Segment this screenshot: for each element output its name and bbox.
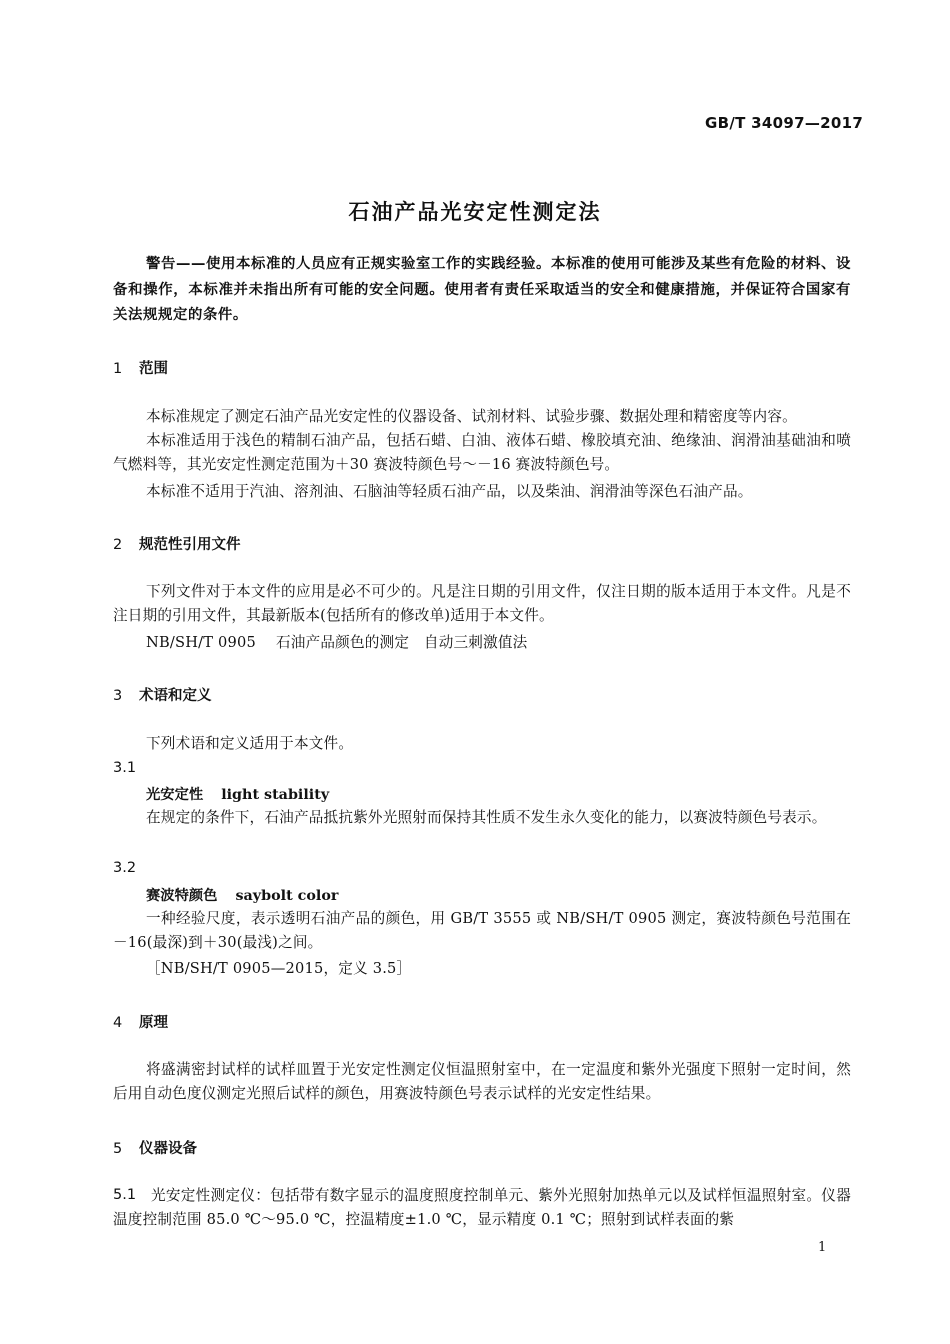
clause-text: 光安定性测定仪：包括带有数字显示的温度照度控制单元、紫外光照射加热单元以及试样恒温照射室。仪器温度控制范围 85.0 ℃～95.0 ℃，控温精度±1.0 ℃，显示精度 0.1 ℃；照射到试样表面的紫 [113, 1187, 851, 1228]
term-number: 3.2 [113, 860, 137, 876]
section-4-heading [113, 1011, 168, 1032]
references-paragraph: 下列文件对于本文件的应用是必不可少的。凡是注日期的引用文件，仅注日期的版本适用于本文件。凡是不注日期的引用文件，其最新版本(包括所有的修改单)适用于本文件。 [113, 583, 851, 624]
section-3-heading [113, 684, 212, 705]
term-chinese: 光安定性 [146, 787, 204, 803]
section-title: 术语和定义 [139, 688, 212, 704]
term-definition: 在规定的条件下，石油产品抵抗紫外光照射而保持其性质不发生永久变化的能力，以赛波特颜色号表示。 [146, 809, 827, 826]
document-title: 石油产品光安定性测定法 [348, 200, 602, 224]
standard-number: GB/T 34097—2017 [705, 114, 864, 132]
section-number: 2 [113, 537, 123, 553]
section-title: 规范性引用文件 [139, 537, 241, 553]
scope-paragraph-1: 本标准规定了测定石油产品光安定性的仪器设备、试剂材料、试验步骤、数据处理和精密度等内容。 [146, 408, 797, 425]
term-chinese: 赛波特颜色 [146, 888, 218, 904]
terms-intro: 下列术语和定义适用于本文件。 [146, 735, 354, 752]
warning-paragraph: 警告——使用本标准的人员应有正规实验室工作的实践经验。本标准的使用可能涉及某些有危险的材料、设备和操作，本标准并未指出所有可能的安全问题。使用者有责任采取适当的安全和健康措施，并保证符合国家有关法规规定的条件。 [113, 256, 851, 323]
section-title: 仪器设备 [139, 1141, 197, 1157]
section-number: 5 [113, 1141, 123, 1157]
term-heading [146, 885, 338, 905]
section-5-heading [113, 1137, 197, 1158]
term-source: ［NB/SH/T 0905—2015，定义 3.5］ [146, 960, 412, 977]
section-title: 原理 [139, 1015, 168, 1031]
normative-reference [146, 631, 527, 655]
term-english: saybolt color [235, 888, 339, 904]
scope-paragraph-2: 本标准适用于浅色的精制石油产品，包括石蜡、白油、液体石蜡、橡胶填充油、绝缘油、润滑油基础油和喷气燃料等，其光安定性测定范围为＋30 赛波特颜色号～－16 赛波特颜色号。 [113, 432, 851, 473]
section-title: 范围 [139, 361, 168, 377]
term-english: light stability [221, 787, 330, 803]
section-number: 4 [113, 1015, 123, 1031]
section-2-heading [113, 533, 241, 554]
page-number: 1 [818, 1240, 827, 1255]
term-definition: 一种经验尺度，表示透明石油产品的颜色，用 GB/T 3555 或 NB/SH/T 0905 测定，赛波特颜色号范围在－16(最深)到＋30(最浅)之间。 [113, 910, 851, 951]
term-number: 3.1 [113, 760, 137, 776]
scope-paragraph-3: 本标准不适用于汽油、溶剂油、石脑油等轻质石油产品，以及柴油、润滑油等深色石油产品。 [146, 483, 753, 500]
section-number: 1 [113, 361, 123, 377]
principle-paragraph: 将盛满密封试样的试样皿置于光安定性测定仪恒温照射室中，在一定温度和紫外光强度下照射一定时间，然后用自动色度仪测定光照后试样的颜色，用赛波特颜色号表示试样的光安定性结果。 [113, 1061, 851, 1102]
reference-code: NB/SH/T 0905 [146, 634, 256, 651]
reference-title: 石油产品颜色的测定 自动三刺激值法 [275, 634, 528, 651]
section-number: 3 [113, 688, 123, 704]
term-heading [146, 784, 329, 804]
clause-number: 5.1 [113, 1187, 137, 1203]
section-1-heading [113, 357, 168, 378]
